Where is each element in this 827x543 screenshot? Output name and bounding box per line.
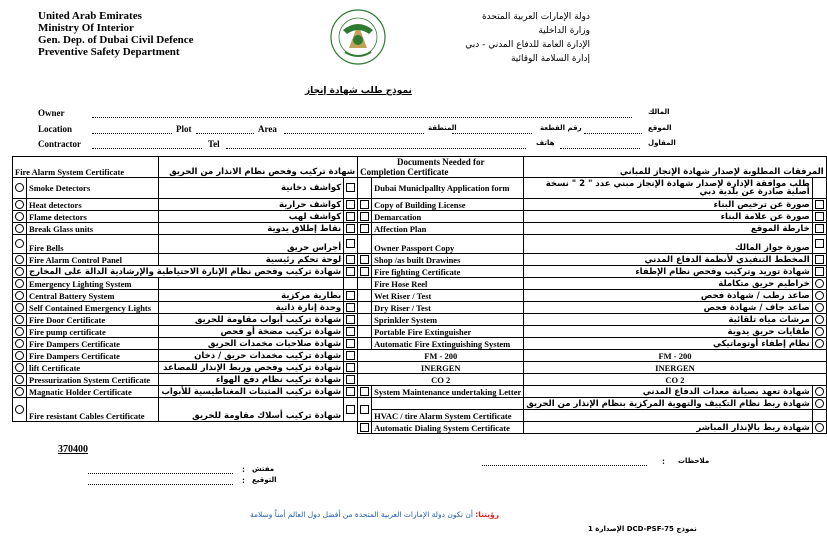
left-item-en: Fire Bells [27,235,159,254]
left-item-ar [159,278,344,290]
right-check-cell[interactable] [812,211,826,223]
left-item-en: Fire Alarm Control Panel [27,254,159,266]
notes-field[interactable] [482,457,647,466]
left-item-en: Fire Dampers Certificate [27,350,159,362]
checkbox[interactable] [346,224,355,233]
right-check-cell-left[interactable] [358,326,372,338]
table-row [13,386,827,398]
left-check-cell[interactable] [344,398,358,422]
checkbox[interactable] [815,239,824,248]
left-item-ar: شهادة تركيب المثبتات المغناطيسية للأبواب [159,386,344,398]
left-item-en: lift Certificate [27,362,159,374]
right-item-en: Owner Passport Copy [372,235,524,254]
left-circle-cell[interactable] [13,278,27,290]
right-item-ar: شهادة توريد وتركيب وفحص نظام الإطفاء [524,266,812,278]
contractor-label: Contractor [38,139,81,149]
right-item-en: Fire Hose Reel [372,278,524,290]
signature-field[interactable] [88,476,233,485]
right-check-cell[interactable] [812,178,826,199]
left-check-cell[interactable] [344,199,358,211]
table-row [13,326,827,338]
right-item-en: Sprinkler System [372,314,524,326]
header-ar-line: إدارة السلامة الوقائية [510,54,590,64]
checkbox[interactable] [360,267,369,276]
left-check-cell[interactable] [344,211,358,223]
right-item-ar [524,410,812,422]
right-item-ar: خارطة الموقع [524,223,812,235]
right-check-cell[interactable] [812,199,826,211]
left-item-ar: لوحة تحكم رئيسية [159,254,344,266]
right-circle-cell[interactable] [812,302,826,314]
right-check-cell-left[interactable] [358,290,372,302]
left-check-cell[interactable] [344,374,358,386]
table-row [13,235,827,254]
left-item-ar: شهادة تركيب وفحص وربط الإنذار للمصاعد [159,362,344,374]
option-circle[interactable] [15,291,24,300]
left-circle-cell[interactable] [13,254,27,266]
table-row [13,199,827,211]
reference-number: 370400 [58,444,88,455]
option-circle[interactable] [815,279,824,288]
left-item-ar: شهادة تركيب مضخة أو فحص [159,326,344,338]
signature-colon: : [242,475,245,485]
form-title: نموذج طلب شهادة إنجاز [305,86,412,96]
right-check-cell-left[interactable] [358,278,372,290]
option-circle[interactable] [15,200,24,209]
contractor-field-ar[interactable] [560,139,640,149]
form-code: نموذج DCD-PSF-75 الإصدارة 1 [588,525,697,533]
header-ar-line: دولة الإمارات العربية المتحدة [481,12,590,22]
right-circle-cell[interactable] [812,326,826,338]
right-heading-en [358,157,524,178]
owner-field[interactable] [92,108,632,118]
plot-label-ar: رقم القطعة [540,124,582,132]
left-item-en: Fire Dampers Certificate [27,338,159,350]
option-circle[interactable] [15,387,24,396]
left-item-ar: كواشف حرارية [159,199,344,211]
owner-label-ar: المالك [648,108,670,116]
checkbox[interactable] [346,200,355,209]
left-item-ar: بطارية مركزية [159,290,344,302]
header-en-line: Ministry Of Interior [38,22,134,34]
header-en-line: Gen. Dep. of Dubai Civil Defence [38,34,194,46]
gas-option-right: INERGEN [524,362,826,374]
option-circle[interactable] [15,267,24,276]
table-row [13,211,827,223]
option-circle[interactable] [15,224,24,233]
right-item-ar: شهادة ربط نظام التكييف والتهوية المركزية بنظام الإنذار من الحريق [524,398,812,410]
left-check-cell[interactable] [344,386,358,398]
option-circle[interactable] [15,375,24,384]
checkbox[interactable] [346,363,355,372]
right-check-cell-left[interactable] [358,235,372,254]
left-circle-cell[interactable] [13,211,27,223]
left-item-ar: نقاط إطلاق يدوية [159,223,344,235]
right-item-en: Copy of Building License [372,199,524,211]
left-item-en: Fire pump certificate [27,326,159,338]
owner-label: Owner [38,108,65,118]
plot-label: Plot [176,124,192,134]
location-field-ar[interactable] [584,124,642,134]
right-heading-line1: Documents Needed for [396,157,485,167]
option-circle[interactable] [15,363,24,372]
right-item-ar: شهادة ربط بالإنذار المباشر [524,422,812,434]
right-check-cell-left[interactable] [358,338,372,350]
right-item-ar: صورة عن علامة البناء [524,211,812,223]
right-item-ar: صاعد جاف / شهادة فحص [524,302,812,314]
right-circle-cell[interactable] [812,422,826,434]
left-check-cell[interactable] [344,223,358,235]
tel-field[interactable] [226,139,526,149]
left-check-cell[interactable] [344,290,358,302]
left-circle-cell[interactable] [13,290,27,302]
left-item-en: Fire Door Certificate [27,314,159,326]
checkbox[interactable] [346,212,355,221]
left-item-ar: شهادة تركيب مخمدات حريق / دخان [159,350,344,362]
vision-statement [250,510,499,519]
plot-field[interactable] [196,124,254,134]
table-row [13,178,827,199]
left-item-en: Central Battery System [27,290,159,302]
left-circle-cell[interactable] [13,386,27,398]
table-row [13,157,827,178]
option-circle[interactable] [15,303,24,312]
right-item-ar: صاعد رطب / شهادة فحص [524,290,812,302]
left-circle-cell[interactable] [13,302,27,314]
option-circle[interactable] [815,387,824,396]
header-ar-line: الإدارة العامة للدفاع المدني - دبي [465,40,590,50]
checkbox[interactable] [360,255,369,264]
left-check-cell[interactable] [344,278,358,290]
right-check-cell[interactable] [812,254,826,266]
option-circle[interactable] [15,327,24,336]
plot-field-ar[interactable] [452,124,532,134]
option-circle[interactable] [15,239,24,248]
option-circle[interactable] [815,327,824,336]
left-item-ar: كواشف لهب [159,211,344,223]
empty-cell [13,422,358,434]
checkbox[interactable] [346,387,355,396]
left-circle-cell[interactable] [13,178,27,199]
left-item-ar: شهادة تركيب أبواب مقاومة للحريق [159,314,344,326]
left-check-cell[interactable] [344,302,358,314]
right-item-ar: خراطيم حريق متكاملة [524,278,812,290]
right-item-en: HVAC / tire Alarm System Certificate [372,410,524,422]
left-check-cell[interactable] [344,178,358,199]
left-circle-cell[interactable] [13,374,27,386]
checkbox[interactable] [346,303,355,312]
option-circle[interactable] [815,339,824,348]
left-check-cell[interactable] [344,235,358,254]
option-circle[interactable] [15,279,24,288]
right-item-ar: المخطط التنفيذي لأنظمة الدفاع المدني [524,254,812,266]
right-item-ar: صورة عن ترخيص البناء [524,199,812,211]
contractor-label-ar: المقاول [648,139,676,147]
checkbox[interactable] [346,375,355,384]
right-item-ar: طفايات حريق يدوية [524,326,812,338]
right-item-ar: مرشات مياه تلقائية [524,314,812,326]
left-check-cell[interactable] [344,314,358,326]
table-row [13,374,827,386]
inspector-field[interactable] [88,465,233,474]
gas-option-left: CO 2 [358,374,524,386]
right-check-cell-left[interactable] [358,398,372,422]
checkbox[interactable] [346,239,355,248]
left-item-en: Magnatic Holder Certificate [27,386,159,398]
table-row [13,350,827,362]
left-item-en: Fire resistant Cables Certificate [27,398,159,422]
left-circle-cell[interactable] [13,326,27,338]
table-row [13,278,827,290]
vision-text: أن تكون دولة الإمارات العربية المتحدة من أفضل دول العالم أمناً وسلامة [250,510,473,519]
checkbox[interactable] [815,224,824,233]
checkbox[interactable] [346,405,355,414]
left-item-en: Break Glass units [27,223,159,235]
gas-option-left: INERGEN [358,362,524,374]
location-label-ar: الموقع [648,124,672,132]
checkbox[interactable] [346,351,355,360]
right-check-cell-left[interactable] [358,254,372,266]
header-ar-line: وزارة الداخلية [538,26,590,36]
option-circle[interactable] [15,255,24,264]
option-circle[interactable] [15,212,24,221]
left-item-ar: شهادة تركيب أسلاك مقاومة للحريق [159,398,344,422]
left-item-en: Pressurization System Certificate [27,374,159,386]
left-circle-cell[interactable] [13,350,27,362]
right-check-cell-left[interactable] [358,386,372,398]
tel-label: Tel [208,139,220,149]
checkbox[interactable] [360,405,369,414]
left-item-ar: أجراس حريق [159,235,344,254]
left-check-cell[interactable] [344,254,358,266]
left-item-ar: شهادة تركيب نظام دفع الهواء [159,374,344,386]
contractor-field[interactable] [92,139,202,149]
checkbox[interactable] [360,212,369,221]
left-item-en: Emergency Lighting System [27,278,159,290]
left-item-ar: وحدة إنارة ذاتية [159,302,344,314]
right-item-en: Shop /as built Drawines [372,254,524,266]
area-field[interactable] [284,124,424,134]
left-circle-cell[interactable] [13,314,27,326]
header-arabic [390,10,590,66]
right-item-en: Fire fighting Certificate [372,266,524,278]
right-circle-cell[interactable] [812,398,826,410]
location-field[interactable] [92,124,172,134]
left-check-cell[interactable] [344,362,358,374]
table-row [13,398,827,410]
right-check-cell-left[interactable] [358,223,372,235]
right-check-cell-left[interactable] [358,422,372,434]
right-item-en: Wet Riser / Test [372,290,524,302]
checkbox[interactable] [815,200,824,209]
checkbox[interactable] [815,255,824,264]
requirements-table [12,156,827,434]
checkbox[interactable] [360,224,369,233]
right-check-cell[interactable] [812,266,826,278]
left-check-cell[interactable] [344,326,358,338]
right-item-en: Automatic Fire Extinguishing System [372,338,524,350]
left-circle-cell[interactable] [13,223,27,235]
left-item-en: Smoke Detectors [27,178,159,199]
left-item-ar: كواشف دخانية [159,178,344,199]
right-item-ar: صورة جواز المالك [524,235,812,254]
right-check-cell-left[interactable] [358,314,372,326]
right-heading-line2: Completion Certificate [360,167,449,177]
table-row [13,338,827,350]
location-label: Location [38,124,73,134]
right-heading-ar: المرفقات المطلوبة لإصدار شهادة الإنجاز للمباني [524,157,826,178]
right-item-en: Demarcation [372,211,524,223]
option-circle[interactable] [815,423,824,432]
checkbox[interactable] [346,327,355,336]
table-row [13,314,827,326]
left-check-cell[interactable] [344,266,358,278]
option-circle[interactable] [815,303,824,312]
right-item-ar: طلب موافقة الإدارة لإصدار شهادة الإنجاز مبني عدد " 2 " نسخة أصلية صادرة عن بلدية دبي [524,178,812,199]
right-item-en: Dubai Municlpallty Application form [372,178,524,199]
option-circle[interactable] [15,183,24,192]
left-circle-cell[interactable] [13,362,27,374]
right-check-cell-left[interactable] [358,302,372,314]
vision-label: رؤيتنا: [475,510,500,519]
notes-label: ملاحظات [678,457,710,465]
right-circle-cell[interactable] [812,338,826,350]
table-row [13,422,827,434]
right-circle-cell[interactable] [812,278,826,290]
gas-option-right: CO 2 [524,374,826,386]
left-circle-cell[interactable] [13,266,27,278]
checkbox[interactable] [815,212,824,221]
right-check-cell-left[interactable] [358,199,372,211]
option-circle[interactable] [15,339,24,348]
checkbox[interactable] [346,339,355,348]
right-check-cell-left[interactable] [358,178,372,199]
left-circle-cell[interactable] [13,338,27,350]
checkbox[interactable] [346,183,355,192]
checkbox[interactable] [346,291,355,300]
option-circle[interactable] [15,405,24,414]
table-row [13,223,827,235]
left-item-en: Flame detectors [27,211,159,223]
gas-option-right: FM - 200 [524,350,826,362]
right-check-cell-left[interactable] [358,266,372,278]
left-item-en: Self Contained Emergency Lights [27,302,159,314]
checkbox[interactable] [346,267,355,276]
left-circle-cell[interactable] [13,199,27,211]
header-en-line: Preventive Safety Department [38,46,180,58]
right-item-en: Automatic Dialing System Certificate [372,422,524,434]
right-circle-cell[interactable] [812,410,826,422]
option-circle[interactable] [15,351,24,360]
left-circle-cell[interactable] [13,398,27,422]
area-label-ar: المنطقة [428,124,457,132]
left-item-ar: شهادة صلاحيات مخمدات الحريق [159,338,344,350]
right-circle-cell[interactable] [812,314,826,326]
table-row [13,266,827,278]
right-check-cell[interactable] [812,223,826,235]
checkbox[interactable] [346,315,355,324]
right-item-ar: شهادة تعهد بصيانة معدات الدفاع المدني [524,386,812,398]
right-item-en: Dry Riser / Test [372,302,524,314]
header-en-line: United Arab Emirates [38,10,142,22]
right-item-ar: نظام إطفاء أوتوماتيكي [524,338,812,350]
checkbox[interactable] [815,267,824,276]
option-circle[interactable] [815,315,824,324]
right-item-en: Affection Plan [372,223,524,235]
left-item-en: Heat detectors [27,199,159,211]
header-english [38,10,194,58]
right-check-cell[interactable] [812,235,826,254]
dubai-civil-defence-emblem-icon [323,8,393,66]
left-circle-cell[interactable] [13,235,27,254]
notes-colon: : [662,456,665,466]
table-row [13,290,827,302]
checkbox[interactable] [360,200,369,209]
right-item-en [372,398,524,410]
left-heading-ar: شهادة تركيب وفحص نظام الانذار من الحريق [159,157,358,178]
checkbox[interactable] [346,255,355,264]
checkbox[interactable] [360,423,369,432]
tel-label-ar: هاتف [536,139,555,147]
left-item-ar: شهادة تركيب وفحص نظام الإنارة الاحتياطية والإرشادية الدالة على المخارج [27,266,344,278]
table-row [13,254,827,266]
right-check-cell-left[interactable] [358,211,372,223]
area-label: Area [258,124,277,134]
signature-label: التوقيع [252,476,277,484]
checkbox[interactable] [360,387,369,396]
option-circle[interactable] [15,315,24,324]
left-check-cell[interactable] [344,338,358,350]
right-item-en: System Maintenance undertaking Letter [372,386,524,398]
left-heading-en: Fire Alarm System Certificate [13,157,159,178]
inspector-label: مفتش [252,465,275,473]
left-check-cell[interactable] [344,350,358,362]
table-row [13,362,827,374]
option-circle[interactable] [815,399,824,408]
right-item-en: Portable Fire Extinguisher [372,326,524,338]
right-circle-cell[interactable] [812,290,826,302]
gas-option-left: FM - 200 [358,350,524,362]
option-circle[interactable] [815,291,824,300]
inspector-colon: : [242,464,245,474]
table-row [13,302,827,314]
right-circle-cell[interactable] [812,386,826,398]
